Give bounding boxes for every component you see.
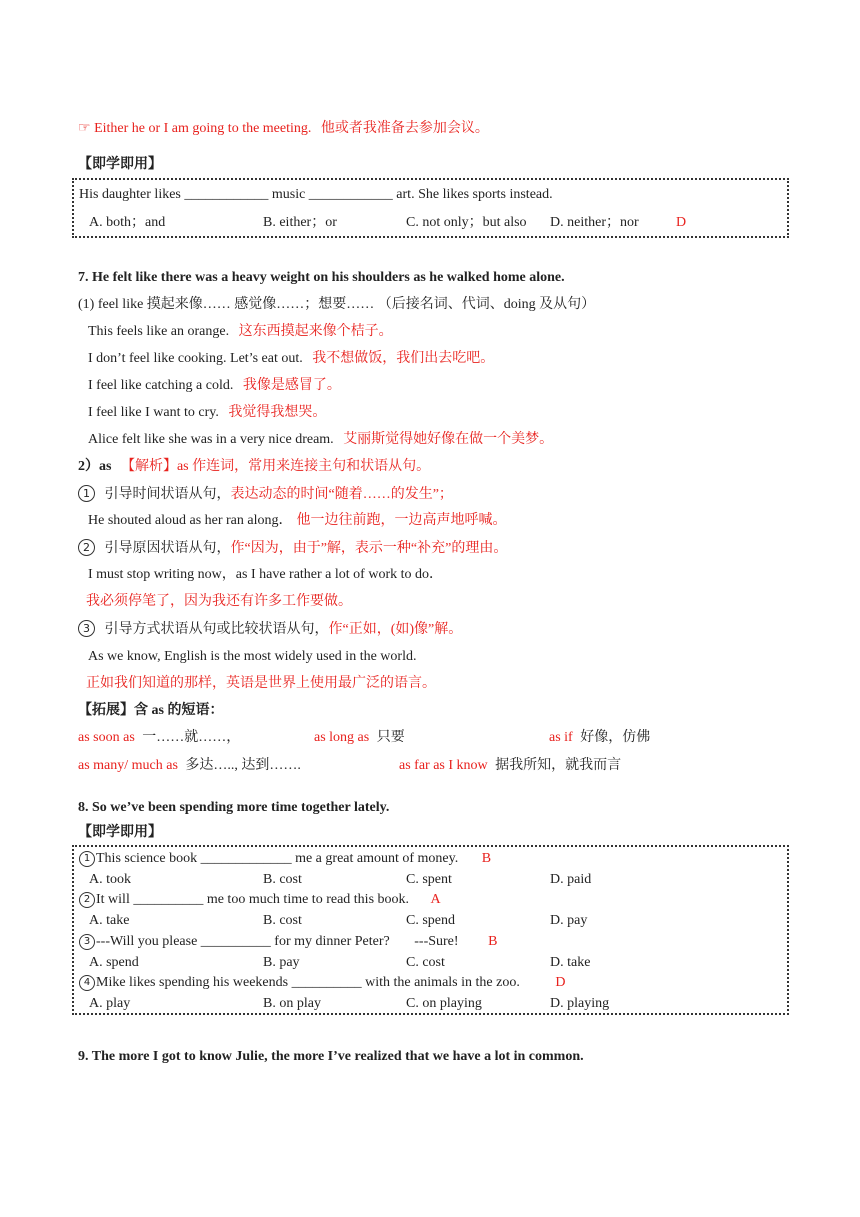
option-d: D. pay xyxy=(550,913,588,928)
question-text: It will __________ me too much time to read this book. xyxy=(96,892,410,907)
example-chinese: 艾丽斯觉得她好像在做一个美梦。 xyxy=(343,432,554,447)
phrase-chinese: 多达….., 达到……. xyxy=(185,758,301,773)
option-a: A. spend xyxy=(89,955,139,970)
option-a: A. took xyxy=(89,872,131,887)
circled-number: 1 xyxy=(78,485,95,502)
answer: D xyxy=(676,215,687,230)
usage-1 xyxy=(78,485,453,504)
example-chinese: 我觉得我想哭。 xyxy=(228,405,327,420)
circled-number: 2 xyxy=(78,539,95,556)
example-1 xyxy=(88,323,393,341)
option-c: C. cost xyxy=(406,955,445,970)
practice-box xyxy=(72,845,789,1015)
answer: D xyxy=(555,975,566,990)
example-5 xyxy=(88,431,553,449)
phrase-chinese: 据我所知，就我而言 xyxy=(495,758,622,773)
example-english: Either he or I am going to the meeting. xyxy=(94,121,312,136)
usage-2-example-en: I must stop writing now，as I have rather a lot of work to do． xyxy=(88,567,443,582)
pointing-hand-icon: ☞ xyxy=(78,121,91,136)
usage-meaning: 表达动态的时间“随着……的发生”； xyxy=(230,487,453,502)
option-a: A. take xyxy=(89,913,130,928)
example-english: I feel like catching a cold. xyxy=(88,378,234,393)
option-a: A. both；and xyxy=(89,215,166,230)
usage-text: 引导方式状语从句或比较状语从句， xyxy=(104,622,329,637)
practice-question: His daughter likes ____________ music ____________ art. She likes sports instead. xyxy=(79,187,553,202)
option-c: C. not only；but also xyxy=(406,215,527,230)
circled-number: 3 xyxy=(78,620,95,637)
example-chinese: 我不想做饭，我们出去吃吧。 xyxy=(312,351,495,366)
option-c: C. spent xyxy=(406,872,452,887)
circled-number: 3 xyxy=(79,934,95,950)
practice-box xyxy=(72,178,789,238)
question-text: Mike likes spending his weekends __________ with the animals in the zoo. xyxy=(96,975,520,990)
point-1: (1) feel like 摸起来像…… 感觉像……；想要…… （后接名词、代词、doing 及从句） xyxy=(78,297,596,312)
usage-3 xyxy=(78,620,462,639)
phrase-english: as many/ much as xyxy=(78,758,178,773)
phrase-english: as if xyxy=(549,730,573,745)
phrase-item xyxy=(549,729,650,747)
question xyxy=(79,933,497,951)
point-2-label: 2）as xyxy=(78,459,112,474)
usage-meaning: 作“因为，由于”解，表示一种“补充”的理由。 xyxy=(230,541,508,556)
example-sentence xyxy=(78,120,489,138)
phrase-chinese: 一……就……， xyxy=(142,730,241,745)
practice-heading: 【即学即用】 xyxy=(78,157,162,172)
question xyxy=(79,891,441,909)
example-english: Alice felt like she was in a very nice dream. xyxy=(88,432,334,447)
usage-3-example-en: As we know, English is the most widely used in the world. xyxy=(88,649,417,664)
phrase-item xyxy=(314,729,405,747)
phrase-item xyxy=(399,757,621,775)
answer: A xyxy=(430,892,441,907)
example-chinese: 他或者我准备去参加会议。 xyxy=(320,121,489,136)
phrase-chinese: 只要 xyxy=(376,730,405,745)
phrase-chinese: 好像，仿佛 xyxy=(580,730,651,745)
option-b: B. cost xyxy=(263,913,302,928)
section-7-title: 7. He felt like there was a heavy weight on his shoulders as he walked home alone. xyxy=(78,270,565,285)
example-3 xyxy=(88,377,341,395)
question xyxy=(79,974,565,992)
option-b: B. on play xyxy=(263,996,321,1011)
usage-2 xyxy=(78,539,507,558)
extend-heading: 【拓展】含 as 的短语： xyxy=(78,703,224,718)
answer: B xyxy=(481,851,492,866)
question-text: This science book _____________ me a great amount of money. xyxy=(96,851,459,866)
option-c: C. on playing xyxy=(406,996,482,1011)
phrase-english: as far as I know xyxy=(399,758,488,773)
example-chinese: 我像是感冒了。 xyxy=(242,378,341,393)
point-2 xyxy=(78,458,430,476)
circled-number: 2 xyxy=(79,892,95,908)
phrase-item xyxy=(78,757,301,775)
usage-text: 引导时间状语从句， xyxy=(104,487,231,502)
option-d: D. paid xyxy=(550,872,592,887)
option-b: B. pay xyxy=(263,955,300,970)
example-english: I don’t feel like cooking. Let’s eat out. xyxy=(88,351,303,366)
phrase-english: as long as xyxy=(314,730,370,745)
example-4 xyxy=(88,404,326,422)
option-d: D. neither；nor xyxy=(550,215,639,230)
question xyxy=(79,850,491,868)
option-a: A. play xyxy=(89,996,131,1011)
option-d: D. playing xyxy=(550,996,610,1011)
question-text: ---Will you please __________ for my dinner Peter? ---Sure! xyxy=(96,934,459,949)
usage-text: 引导原因状语从句， xyxy=(104,541,231,556)
example-english: This feels like an orange. xyxy=(88,324,230,339)
practice-heading: 【即学即用】 xyxy=(78,825,162,840)
option-d: D. take xyxy=(550,955,591,970)
option-b: B. cost xyxy=(263,872,302,887)
option-c: C. spend xyxy=(406,913,455,928)
section-8-title: 8. So we’ve been spending more time together lately. xyxy=(78,800,390,815)
phrase-item xyxy=(78,729,240,747)
phrase-english: as soon as xyxy=(78,730,135,745)
example-2 xyxy=(88,350,494,368)
example-chinese: 他一边往前跑，一边高声地呼喊。 xyxy=(296,513,507,528)
section-9-title: 9. The more I got to know Julie, the more I’ve realized that we have a lot in common. xyxy=(78,1049,584,1064)
option-b: B. either；or xyxy=(263,215,337,230)
usage-1-example xyxy=(88,512,507,530)
circled-number: 4 xyxy=(79,975,95,991)
usage-meaning: 作“正如，(如)像”解。 xyxy=(328,622,463,637)
usage-2-example-zh: 我必须停笔了，因为我还有许多工作要做。 xyxy=(86,594,352,609)
usage-3-example-zh: 正如我们知道的那样，英语是世界上使用最广泛的语言。 xyxy=(86,676,436,691)
circled-number: 1 xyxy=(79,851,95,867)
point-2-note: 【解析】as 作连词，常用来连接主句和状语从句。 xyxy=(120,459,431,474)
example-chinese: 这东西摸起来像个桔子。 xyxy=(238,324,393,339)
example-english: I feel like I want to cry. xyxy=(88,405,219,420)
answer: B xyxy=(488,934,498,949)
example-english: He shouted aloud as her ran along． xyxy=(88,513,293,528)
